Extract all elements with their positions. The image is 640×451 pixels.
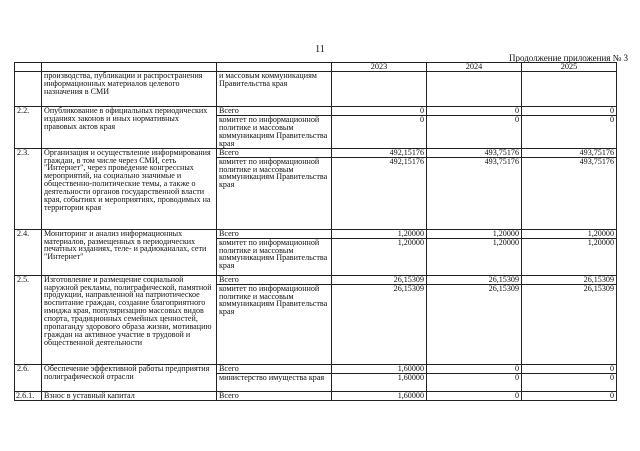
value-cell: 493,75176 bbox=[427, 157, 522, 229]
row-number: 2.6.1. bbox=[15, 391, 42, 400]
value-cell: 0 bbox=[522, 116, 617, 149]
value-cell bbox=[522, 72, 617, 107]
value-cell: 493,75176 bbox=[522, 157, 617, 229]
header-cell bbox=[15, 63, 42, 72]
value-cell: 0 bbox=[427, 373, 522, 391]
value-cell bbox=[332, 72, 427, 107]
value-cell: 0 bbox=[427, 107, 522, 116]
measure-name: Обеспечение эффективной работы предприятия полиграфической отрасли bbox=[42, 364, 217, 391]
value-cell: 0 bbox=[427, 116, 522, 149]
value-cell: 1,20000 bbox=[332, 229, 427, 238]
table-header-row bbox=[15, 63, 617, 72]
total-label: Всего bbox=[217, 364, 332, 373]
value-cell bbox=[427, 72, 522, 107]
header-year: 2025 bbox=[522, 63, 617, 72]
budget-table bbox=[14, 62, 617, 401]
measure-name: Опубликование в официальных периодических изданиях законов и иных нормативных правовых актов края bbox=[42, 107, 217, 149]
value-cell: 1,20000 bbox=[522, 238, 617, 275]
value-cell: 0 bbox=[522, 107, 617, 116]
header-cell bbox=[217, 63, 332, 72]
table-row bbox=[15, 229, 617, 238]
row-number: 2.4. bbox=[15, 229, 42, 275]
funding-source: комитет по информационной политике и массовым коммуникациям Правительства края bbox=[217, 284, 332, 364]
value-cell: 26,15309 bbox=[522, 275, 617, 284]
value-cell: 1,20000 bbox=[427, 238, 522, 275]
value-cell: 1,20000 bbox=[332, 238, 427, 275]
value-cell: 493,75176 bbox=[522, 148, 617, 157]
header-year: 2024 bbox=[427, 63, 522, 72]
measure-name: Мониторинг и анализ информационных материалов, размещенных в периодических печатных изданиях, теле- и радиоканалах, сети "Интернет" bbox=[42, 229, 217, 275]
appendix-continuation-label: Продолжение приложения № 3 bbox=[508, 53, 628, 63]
value-cell: 1,60000 bbox=[332, 373, 427, 391]
value-cell: 0 bbox=[522, 364, 617, 373]
value-cell: 26,15309 bbox=[332, 275, 427, 284]
measure-name: Изготовление и размещение социальной наружной рекламы, полиграфической, памятной продукции, направленной на патриотическое воспитание граждан, создание благоприятного имиджа края, популяризацию массовых видов спорта, традиционных семейных ценностей, пропаганду здорового образа жизни, мотивацию граждан на активное участие в трудовой и общественной деятельности bbox=[42, 275, 217, 364]
row-number: 2.2. bbox=[15, 107, 42, 149]
measure-name: производства, публикации и распространения информационных материалов целевого назначения в СМИ bbox=[42, 72, 217, 107]
value-cell: 26,15309 bbox=[427, 275, 522, 284]
total-label: Всего bbox=[217, 275, 332, 284]
header-year: 2023 bbox=[332, 63, 427, 72]
value-cell: 0 bbox=[332, 107, 427, 116]
funding-source: и массовым коммуникациям Правительства края bbox=[217, 72, 332, 107]
row-number: 2.3. bbox=[15, 148, 42, 229]
value-cell: 492,15176 bbox=[332, 148, 427, 157]
total-label: Всего bbox=[217, 148, 332, 157]
row-number: 2.6. bbox=[15, 364, 42, 391]
row-number bbox=[15, 72, 42, 107]
total-label: Всего bbox=[217, 107, 332, 116]
total-label: Всего bbox=[217, 391, 332, 400]
value-cell: 0 bbox=[522, 373, 617, 391]
value-cell: 26,15309 bbox=[427, 284, 522, 364]
table-row bbox=[15, 72, 617, 107]
header-cell bbox=[42, 63, 217, 72]
table-row bbox=[15, 391, 617, 400]
funding-source: комитет по информационной политике и массовым коммуникациям Правительства края bbox=[217, 116, 332, 149]
value-cell: 1,20000 bbox=[427, 229, 522, 238]
measure-name: Взнос в уставный капитал bbox=[42, 391, 217, 400]
total-label: Всего bbox=[217, 229, 332, 238]
table-row bbox=[15, 275, 617, 284]
value-cell: 0 bbox=[332, 116, 427, 149]
value-cell: 493,75176 bbox=[427, 148, 522, 157]
table-row bbox=[15, 148, 617, 157]
value-cell: 0 bbox=[522, 391, 617, 400]
row-number: 2.5. bbox=[15, 275, 42, 364]
value-cell: 1,60000 bbox=[332, 364, 427, 373]
value-cell: 0 bbox=[427, 364, 522, 373]
value-cell: 26,15309 bbox=[332, 284, 427, 364]
value-cell: 492,15176 bbox=[332, 157, 427, 229]
table-row bbox=[15, 107, 617, 116]
measure-name: Организация и осуществление информирования граждан, в том числе через СМИ, сеть "Интернет", через проведение конгрессных мероприятий, на социально значимые и общественно-политические темы, а также о деятельности органов государственной власти края, событиях и мероприятиях, проводимых на территории края bbox=[42, 148, 217, 229]
value-cell: 0 bbox=[427, 391, 522, 400]
value-cell: 1,20000 bbox=[522, 229, 617, 238]
value-cell: 1,60000 bbox=[332, 391, 427, 400]
page-number: 11 bbox=[315, 44, 325, 55]
funding-source: комитет по информационной политике и массовым коммуникациям Правительства края bbox=[217, 157, 332, 229]
value-cell: 26,15309 bbox=[522, 284, 617, 364]
table-row bbox=[15, 364, 617, 373]
funding-source: министерство имущества края bbox=[217, 373, 332, 391]
funding-source: комитет по информационной политике и массовым коммуникациям Правительства края bbox=[217, 238, 332, 275]
